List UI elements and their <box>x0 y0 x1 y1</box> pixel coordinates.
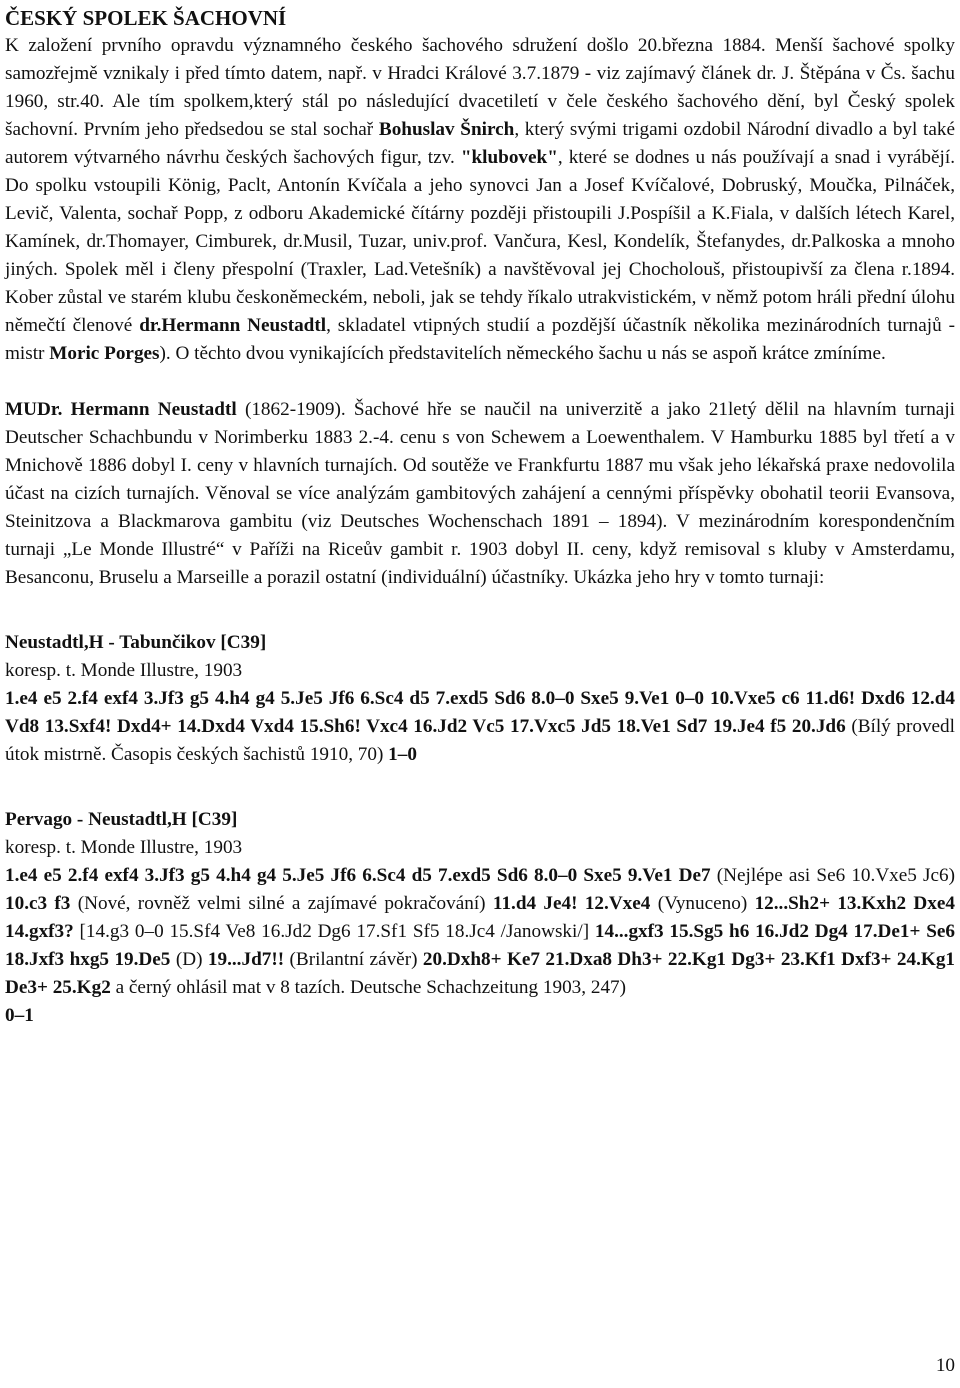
game-1-comment: (Bílý provedl útok mistrně. Časopis českých šachistů 1910, 70) <box>5 716 955 765</box>
game-1-result: 1–0 <box>388 744 417 765</box>
game-2-moves-1: 1.e4 e5 2.f4 exf4 3.Jf3 g5 4.h4 g4 5.Je5 Jf6 6.Sc4 d5 7.exd5 Sd6 8.0–0 Sxe5 9.Ve1 De7 <box>5 865 711 886</box>
game-2-comment-1: (Nejlépe asi Se6 10.Vxe5 Jc6) <box>710 865 955 886</box>
game-1-moves <box>5 685 955 769</box>
game-2-moves-6: 19...Jd7!! <box>207 949 285 970</box>
intro-text-1: K založení prvního opravdu významného českého šachového sdružení došlo 20.března 1884. Menší šachové spolky samozřejmě vznikaly i před tímto datem, např. v Hradci Králové 3.7.1879 - viz zajímavý článek dr. J. Štěpána v Čs. šachu 1960, str.40. Ale tím spolkem,který stál po následující dvacetiletí v čele českého šachového dění, byl Český spolek šachovní. Prvním jeho předsedou se stal sochař <box>5 35 955 140</box>
spacer <box>5 368 955 396</box>
game-2-moves <box>5 862 955 1030</box>
bio-paragraph <box>5 396 955 592</box>
page-number: 10 <box>935 1355 955 1376</box>
article-title: ČESKÝ SPOLEK ŠACHOVNÍ <box>5 6 287 30</box>
name-porges: Moric Porges <box>49 343 160 364</box>
game-1 <box>5 629 955 769</box>
game-2-moves-4: 12...Sh2+ 13.Kxh2 Dxe4 14.gxf3? <box>5 893 955 942</box>
bio-text: (1862-1909). Šachové hře se naučil na univerzitě a jako 21letý dělil na hlavním turnaji Deutscher Schachbundu v Norimberku 1883 2.-4. cenu s von Schewem a Loewenthalem. V Hamburku 1885 byl třetí a v Mnichově 1886 dobyl I. ceny v hlavních turnajích. Od soutěže ve Frankfurtu 1887 mu však jeho lékařská praxe nedovolila účast na cizích turnajích. Věnoval se více analýzám gambitových zahájení a cennými příspěvky obohatil teorii Evansova, Steinitzova a Blackmarova gambitu (viz Deutsches Wochenschach 1891 – 1894). V mezinárodním korespondenčním turnaji „Le Monde Illustré“ v Paříži na Riceův gambit r. 1903 dobyl II. ceny, když remisoval s kluby v Amsterdamu, Besanconu, Bruselu a Marseille a porazil ostatní (individuální) účastníky. Ukázka jeho hry v tomto turnaji: <box>5 399 955 588</box>
game-2-moves-2: 10.c3 f3 <box>5 893 71 914</box>
game-2-moves-5: 14...gxf3 15.Sg5 h6 16.Jd2 Dg4 17.De1+ Se6 18.Jxf3 hxg5 19.De5 <box>5 921 955 970</box>
game-1-move-list: 1.e4 e5 2.f4 exf4 3.Jf3 g5 4.h4 g4 5.Je5 Jf6 6.Sc4 d5 7.exd5 Sd6 8.0–0 Sxe5 9.Ve1 0–0 10.Vxe5 c6 11.d6! Dxd6 12.d4 Vd8 13.Sxf4! Dxd4+ 14.Dxd4 Vxd4 15.Sh6! Vxc4 16.Jd2 Vc5 17.Vxc5 Jd5 18.Ve1 Sd7 19.Je4 f5 20.Jd6 <box>5 688 955 737</box>
bio-name: MUDr. Hermann Neustadtl <box>5 399 237 420</box>
term-klubovek: "klubovek" <box>460 147 558 168</box>
game-2-event: koresp. t. Monde Illustre, 1903 <box>5 837 243 858</box>
spacer <box>5 769 955 806</box>
game-2-comment-7: a černý ohlásil mat v 8 tazích. Deutsche Schachzeitung 1903, 247) <box>110 977 627 998</box>
game-2-comment-3: (Vynuceno) <box>650 893 755 914</box>
name-neustadtl: dr.Hermann Neustadtl <box>139 315 327 336</box>
spacer <box>5 592 955 629</box>
game-2-heading: Pervago - Neustadtl,H [C39] <box>5 809 238 830</box>
game-1-heading: Neustadtl,H - Tabunčikov [C39] <box>5 632 267 653</box>
name-snirch: Bohuslav Šnirch <box>378 119 515 140</box>
game-2-comment-5: (D) <box>170 949 208 970</box>
game-1-event: koresp. t. Monde Illustre, 1903 <box>5 660 243 681</box>
document-page <box>5 0 955 1030</box>
game-2-comment-4: [14.g3 0–0 15.Sf4 Ve8 16.Jd2 Dg6 17.Sf1 Sf5 18.Jc4 /Janowski/] <box>73 921 595 942</box>
intro-text-5: ). O těchto dvou vynikajících představitelích německého šachu u nás se aspoň krátce zmíníme. <box>159 343 886 364</box>
game-2-moves-7: 20.Dxh8+ Ke7 21.Dxa8 Dh3+ 22.Kg1 Dg3+ 23.Kf1 Dxf3+ 24.Kg1 De3+ 25.Kg2 <box>5 949 956 998</box>
game-2-comment-2: (Nové, rovněž velmi silné a zajímavé pokračování) <box>70 893 493 914</box>
game-2-result: 0–1 <box>5 1005 34 1026</box>
game-2-comment-6: (Brilantní závěr) <box>284 949 423 970</box>
intro-paragraph <box>5 32 955 368</box>
game-2-moves-3: 11.d4 Je4! 12.Vxe4 <box>492 893 651 914</box>
game-2 <box>5 806 955 1030</box>
intro-text-2: , který svými trigami ozdobil Národní divadlo a byl také autorem výtvarného návrhu českých šachových figur, tzv. <box>5 119 955 168</box>
intro-text-3: , které se dodnes u nás používají a snad i vyrábějí. Do spolku vstoupili König, Paclt, Antonín Kvíčala a jeho synovci Jan a Josef Kvíčalové, Dobruský, Moučka, Pilnáček, Levič, Valenta, sochař Popp, z odboru Akademické čítárny později přistoupili J.Pospíšil a K.Fiala, v dalších létech Karel, Kamínek, dr.Thomayer, Cimburek, dr.Musil, Tuzar, univ.prof. Vančura, Kesl, Kondelík, Štefanydes, dr.Palkoska a mnoho jiných. Spolek měl i členy přespolní (Traxler, Lad.Vetešník) a navštěvoval jej Chocholouš, přistoupivší za člena r.1894. Kober zůstal ve starém klubu českoněmeckém, neboli, jak se tehdy říkalo utrakvistickém, v němž potom hráli přední úlohu němečtí členové <box>5 147 955 336</box>
intro-text-4: , skladatel vtipných studií a pozdější účastník několika mezinárodních turnajů - mistr <box>5 315 956 364</box>
